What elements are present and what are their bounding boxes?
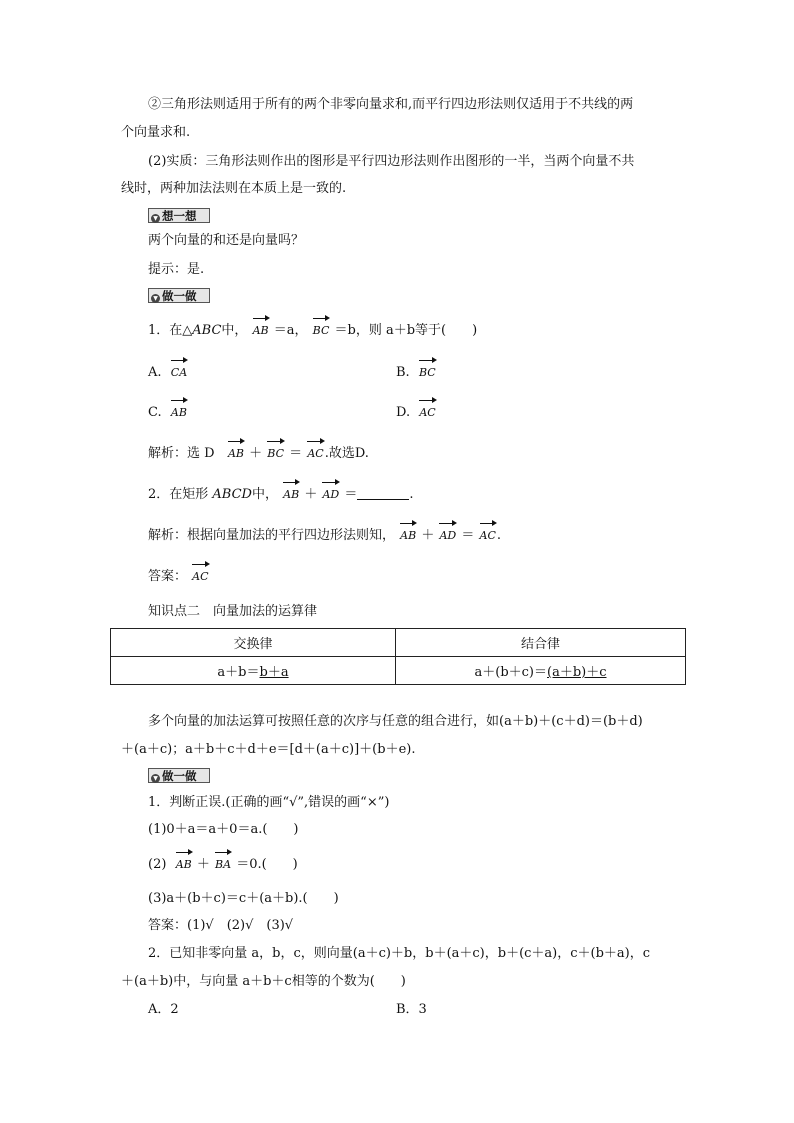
table-row xyxy=(111,657,686,685)
q2-answer xyxy=(148,568,210,586)
section-heading: 知识点二 向量加法的运算律 xyxy=(148,604,318,619)
q2-solution-end: . xyxy=(496,528,502,543)
q1-mid: 中， xyxy=(221,323,248,338)
q2-mid: 中， xyxy=(251,487,278,502)
q1-vector-bc: BC xyxy=(312,322,331,340)
q1-eq-b: ＝b，则 a＋b等于( ) xyxy=(334,323,478,338)
option-vector: CA xyxy=(170,364,188,382)
do-tag-label: 做一做 xyxy=(162,769,197,783)
q2-end: . xyxy=(409,487,414,502)
do-tag xyxy=(148,768,210,783)
q1-option-d xyxy=(396,404,437,422)
q1-solution-plus: ＋ xyxy=(249,446,263,461)
multi-paragraph-line-1: 多个向量的加法运算可按照任意的次序与任意的组合进行，如(a＋b)＋(c＋d)＝(b＋d) xyxy=(148,714,643,729)
q1-eq-a: ＝a， xyxy=(273,323,308,338)
q1-solution xyxy=(148,445,369,463)
q2-solution xyxy=(148,527,501,545)
paragraph-1-line-1: ②三角形法则适用于所有的两个非零向量求和,而平行四边形法则仅适用于不共线的两 xyxy=(148,97,634,112)
q2-answer-vector: AC xyxy=(191,568,209,586)
q2-solution-vector-ab: AB xyxy=(399,527,417,545)
do-tag-label: 做一做 xyxy=(162,289,197,303)
statement-2-prefix: (2) xyxy=(148,857,167,872)
option-vector: BC xyxy=(418,364,437,382)
q1-triangle: ABC xyxy=(192,323,222,338)
option-letter: B. xyxy=(396,365,410,380)
q1-option-a xyxy=(148,364,188,382)
question-2 xyxy=(148,486,414,504)
statement-2-plus: ＋ xyxy=(196,857,210,872)
judgement-statement-3: (3)a＋(b＋c)＝c＋(a＋b).( ) xyxy=(148,891,339,906)
q1-option-b xyxy=(396,364,437,382)
option-letter: A. xyxy=(148,365,162,380)
q1-solution-eq: ＝ xyxy=(289,446,303,461)
think-tag xyxy=(148,208,210,223)
paragraph-2-line-2: 线时，两种加法法则在本质上是一致的. xyxy=(121,181,347,196)
judgement-answer: 答案：(1)√ (2)√ (3)√ xyxy=(148,918,294,933)
statement-2-vector-ba: BA xyxy=(214,856,232,874)
think-hint: 提示：是. xyxy=(148,262,205,277)
q1-solution-vector-bc: BC xyxy=(266,445,285,463)
question-equal-vectors-line-1: 2．已知非零向量 a，b，c，则向量(a＋c)＋b，b＋(a＋c)，b＋(c＋a)，c＋(b＋a)，c xyxy=(148,946,651,961)
option-letter: C. xyxy=(148,405,162,420)
question-equal-vectors-line-2: ＋(a＋b)中，与向量 a＋b＋c相等的个数为( ) xyxy=(121,974,406,989)
chevron-down-icon: ▼ xyxy=(151,214,160,223)
q1-solution-prefix: 解析：选 D xyxy=(148,446,215,461)
q1-solution-vector-ab: AB xyxy=(227,445,245,463)
q2-rectangle: ABCD xyxy=(212,487,252,502)
option-b: B．3 xyxy=(396,1002,427,1017)
statement-2-vector-ab: AB xyxy=(175,856,193,874)
option-vector: AB xyxy=(170,404,188,422)
chevron-down-icon: ▼ xyxy=(151,774,160,783)
q2-answer-label: 答案： xyxy=(148,569,188,584)
commutative-answer: b＋a xyxy=(259,665,289,680)
q2-solution-prefix: 解析：根据向量加法的平行四边形法则知， xyxy=(148,528,396,543)
think-question: 两个向量的和还是向量吗？ xyxy=(148,233,305,248)
table-header-associative: 结合律 xyxy=(396,629,686,657)
q1-solution-vector-ac: AC xyxy=(306,445,324,463)
associative-left: a＋(b＋c)＝ xyxy=(474,665,547,680)
associative-law-cell xyxy=(396,657,686,685)
q2-answer-blank xyxy=(357,487,409,500)
judgement-title: 1．判断正误.(正确的画“√”,错误的画“×”) xyxy=(148,795,390,810)
chevron-down-icon: ▼ xyxy=(151,294,160,303)
q2-vector-ad: AD xyxy=(321,486,340,504)
paragraph-2-line-1: (2)实质：三角形法则作出的图形是平行四边形法则作出图形的一半，当两个向量不共 xyxy=(148,154,635,169)
q2-solution-vector-ac: AC xyxy=(479,527,497,545)
judgement-statement-1: (1)0＋a＝a＋0＝a.( ) xyxy=(148,822,299,837)
do-tag xyxy=(148,288,210,303)
q2-eq: ＝ xyxy=(344,487,358,502)
multi-paragraph-line-2: ＋(a＋c)；a＋b＋c＋d＋e＝[d＋(a＋c)]＋(b＋e). xyxy=(121,742,416,757)
option-letter: D. xyxy=(396,405,411,420)
q2-solution-eq: ＝ xyxy=(461,528,475,543)
statement-2-suffix: ＝0.( ) xyxy=(236,857,298,872)
table-header-commutative: 交换律 xyxy=(111,629,396,657)
option-a: A．2 xyxy=(148,1002,179,1017)
q2-solution-plus: ＋ xyxy=(421,528,435,543)
judgement-statement-2 xyxy=(148,856,298,874)
q1-prefix: 1．在△ xyxy=(148,323,193,338)
associative-answer: (a＋b)＋c xyxy=(547,665,607,680)
q1-solution-suffix: .故选D. xyxy=(324,446,369,461)
table-header-row xyxy=(111,629,686,657)
q2-vector-ab: AB xyxy=(282,486,300,504)
q1-vector-ab: AB xyxy=(252,322,270,340)
think-tag-label: 想一想 xyxy=(162,209,197,223)
operation-laws-table xyxy=(110,628,686,685)
q2-solution-vector-ad: AD xyxy=(438,527,457,545)
q1-option-c xyxy=(148,404,188,422)
question-1 xyxy=(148,322,477,340)
commutative-law-cell xyxy=(111,657,396,685)
q2-prefix: 2．在矩形 xyxy=(148,487,209,502)
option-vector: AC xyxy=(418,404,436,422)
q2-plus: ＋ xyxy=(304,487,318,502)
paragraph-1-line-2: 个向量求和. xyxy=(121,125,191,140)
commutative-left: a＋b＝ xyxy=(217,665,260,680)
